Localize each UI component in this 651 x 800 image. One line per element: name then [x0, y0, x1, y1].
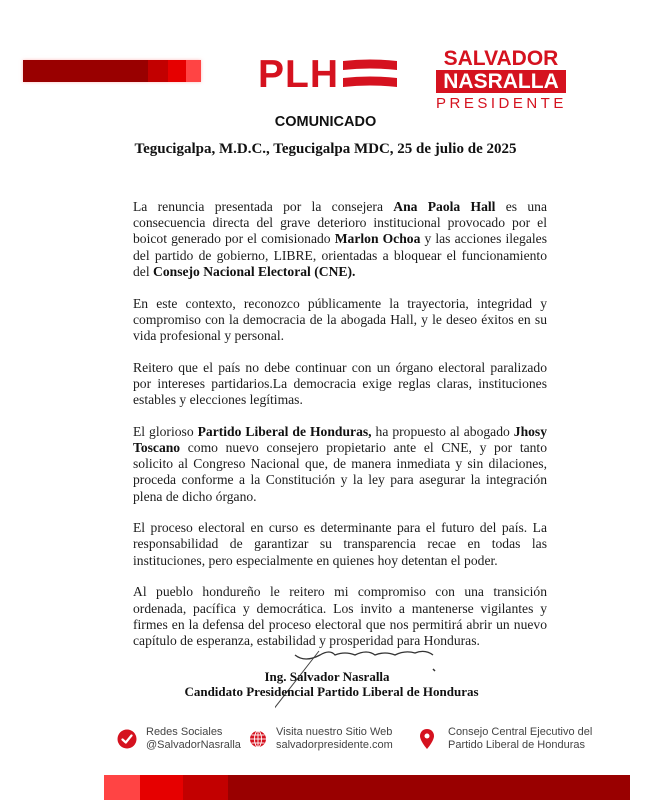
footer-social: [117, 726, 241, 751]
text-run: Reitero que el país no debe continuar con un órgano electoral paralizado por intereses partidarios.La democracia exige reglas claras, instituciones estables y elecciones legítimas.: [133, 359, 547, 408]
footer-social-handle[interactable]: @SalvadorNasralla: [146, 738, 241, 751]
footer-address: [420, 726, 592, 751]
text-run: La renuncia presentada por la consejera: [133, 199, 394, 214]
text-run: ha propuesto al abogado: [371, 423, 514, 439]
candidate-logo: [436, 48, 566, 111]
candidate-logo-line3: PRESIDENTE: [436, 95, 567, 112]
accent-segment: [228, 775, 630, 800]
plh-logo: [258, 52, 397, 96]
footer-website: [249, 726, 393, 751]
signatory-name: Ing. Salvador Nasralla: [264, 669, 390, 684]
paragraph: [133, 520, 547, 569]
paragraph: [133, 360, 547, 409]
bold-text: Consejo Nacional Electoral (CNE).: [153, 263, 356, 279]
candidate-logo-line1: SALVADOR: [443, 47, 559, 70]
bold-text: Ana Paola Hall: [393, 199, 496, 214]
accent-segment: [23, 60, 148, 82]
accent-segment: [140, 775, 183, 800]
paragraph: [133, 584, 547, 649]
bold-text: Marlon Ochoa: [334, 231, 421, 247]
footer: [0, 726, 651, 762]
map-pin-icon: [420, 729, 434, 749]
footer-address-line2: Partido Liberal de Honduras: [448, 738, 585, 751]
text-run: Al pueblo hondureño le reitero mi compromiso con una transición ordenada, pacífica y democrática. Los invito a mantenerse vigilantes y firmes en la defensa del proceso electoral que nos permitirá abrir un nuevo capítulo de esperanza, estabilidad y prosperidad para Honduras.: [133, 584, 547, 648]
flag-stripes-icon: [343, 59, 397, 89]
check-badge-icon: [117, 729, 137, 749]
accent-segment: [148, 60, 168, 82]
footer-social-label: Redes Sociales: [146, 726, 223, 738]
bottom-accent-bar: [104, 775, 630, 800]
dateline: Tegucigalpa, M.D.C., Tegucigalpa MDC, 25 de julio de 2025: [134, 141, 517, 157]
bold-text: Partido Liberal de Honduras,: [197, 423, 372, 439]
bold-text: Jhosy Toscano: [133, 423, 548, 455]
paragraph: [133, 424, 547, 505]
text-run: como nuevo consejero propietario ante el CNE, y por tanto solicito al Congreso Nacional que, de manera inmediata y sin dilaciones, proceda conforme a la Constitución y la ley para asegurar la integración plena de dicho órgano.: [133, 439, 547, 504]
signatory-role: Candidato Presidencial Partido Liberal de Honduras: [184, 684, 479, 699]
paragraph: [133, 199, 547, 280]
candidate-logo-line2: NASRALLA: [436, 70, 566, 93]
text-run: En este contexto, reconozco públicamente la trayectoria, integridad y compromiso con la democracia de la abogada Hall, y le deseo éxitos en su vida profesional y personal.: [133, 295, 547, 343]
accent-segment: [104, 775, 140, 800]
document-title: COMUNICADO: [274, 114, 377, 130]
accent-segment: [168, 60, 186, 82]
globe-icon: [249, 730, 267, 748]
paragraph: [133, 296, 547, 345]
text-run: y las acciones ilegales del partido de gobierno, LIBRE, orientadas a bloquear el funcionamiento del: [133, 231, 547, 279]
footer-website-label: Visita nuestro Sitio Web: [276, 726, 393, 738]
top-accent-bar: [23, 60, 201, 82]
text-run: El glorioso: [133, 423, 198, 439]
accent-segment: [186, 60, 201, 82]
footer-address-line1: Consejo Central Ejecutivo del: [448, 726, 593, 738]
document-body: [133, 199, 547, 665]
text-run: es una consecuencia directa del grave deterioro institucional provocado por el boicot generado por el comisionado: [133, 199, 547, 247]
plh-logo-text: PLH: [258, 52, 339, 96]
accent-segment: [183, 775, 228, 800]
footer-website-link[interactable]: salvadorpresidente.com: [276, 738, 393, 751]
text-run: El proceso electoral en curso es determinante para el futuro del país. La responsabilidad de garantizar su transparencia recae en todas las instituciones, pero especialmente en quienes hoy detentan el poder.: [133, 520, 547, 568]
